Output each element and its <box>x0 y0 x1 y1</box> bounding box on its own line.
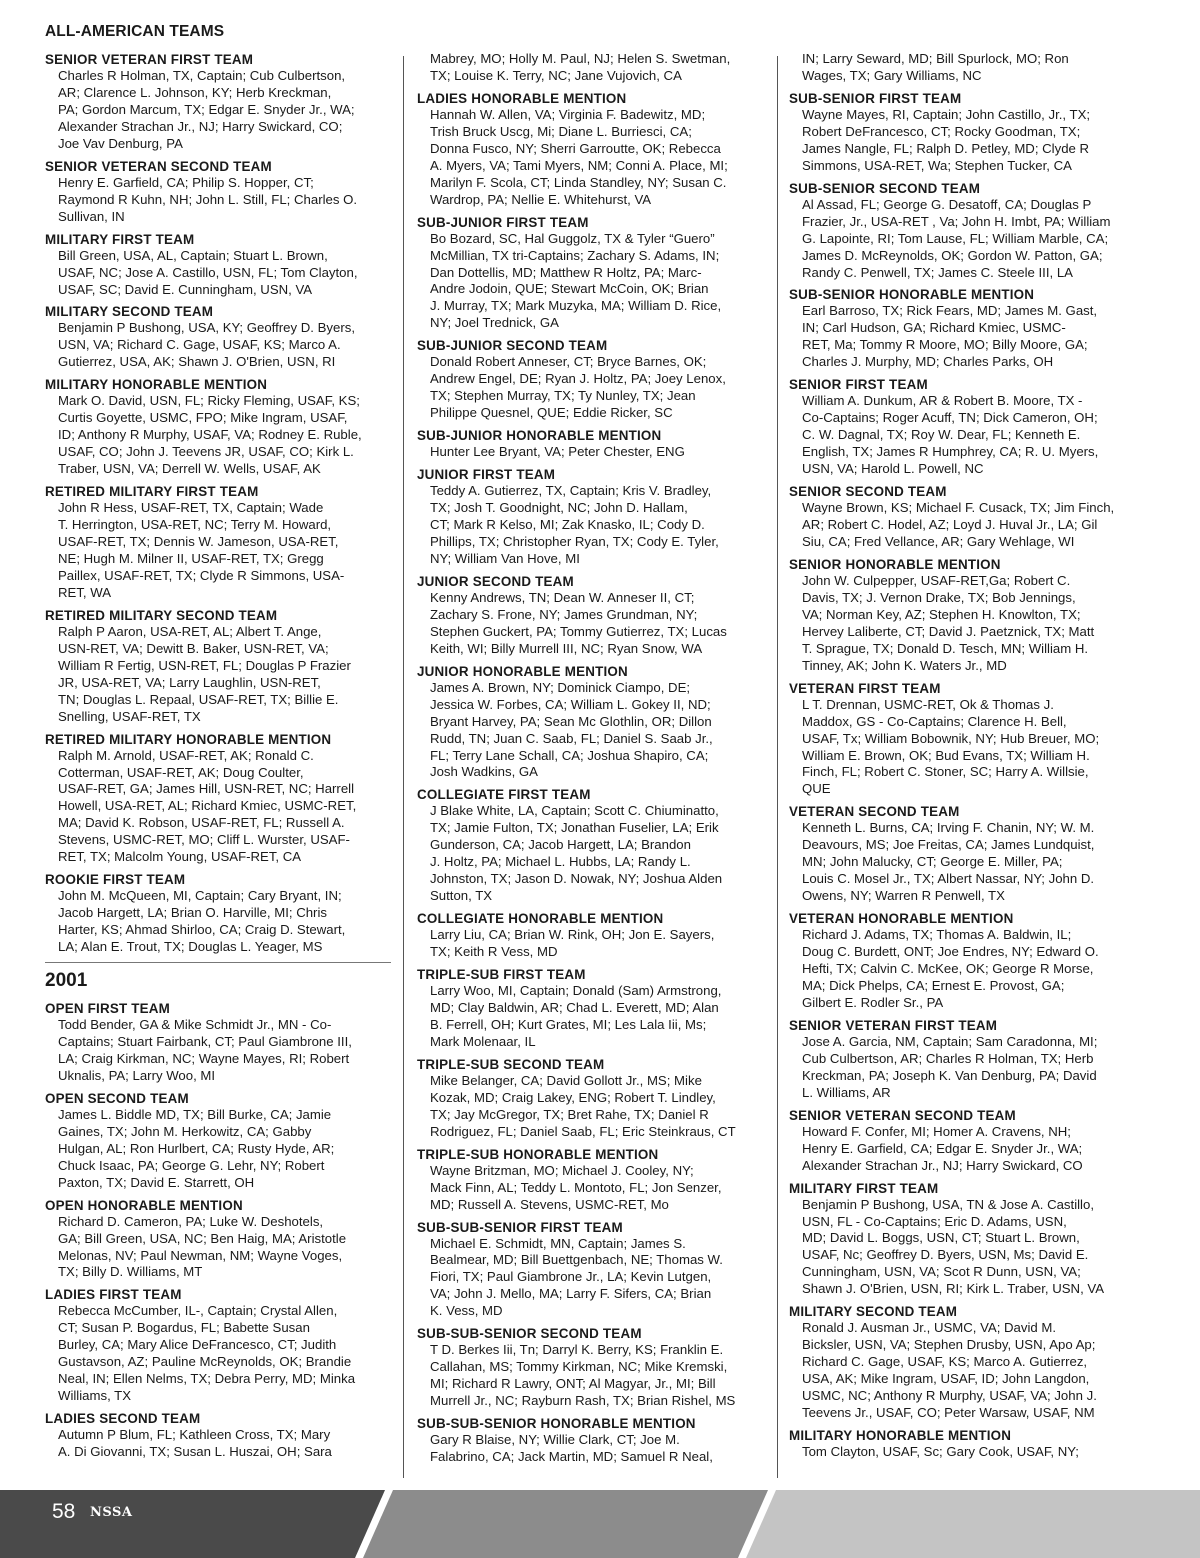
team-section <box>417 90 769 209</box>
team-section <box>789 51 1139 85</box>
team-section <box>45 376 391 478</box>
team-heading: COLLEGIATE HONORABLE MENTION <box>417 911 664 927</box>
team-members: IN; Larry Seward, MD; Bill Spurlock, MO; Ron Wages, TX; Gary Williams, NC <box>802 51 1069 83</box>
team-members: Howard F. Confer, MI; Homer A. Cravens, NH; Henry E. Garfield, CA; Edgar E. Snyder Jr., WA; Alexander Strachan Jr., NJ; Harry Swickard, CO <box>802 1123 1083 1173</box>
team-heading: OPEN HONORABLE MENTION <box>45 1197 243 1213</box>
team-members: James A. Brown, NY; Dominick Ciampo, DE; Jessica W. Forbes, CA; William L. Gokey II, ND; Bryant Harvey, PA; Sean Mc Glothlin, OR; Dillon Rudd, TN; Juan C. Saab, FL; Daniel S. Saab Jr., FL; Terry Lane Schall, CA; Joshua Shapiro, CA; Josh Wadkins, GA <box>430 679 713 780</box>
team-members: Ralph P Aaron, USA-RET, AL; Albert T. Ange, USN-RET, VA; Dewitt B. Baker, USN-RET, VA; William R Fertig, USN-RET, FL; Douglas P Frazier JR, USA-RET, VA; Larry Laughlin, USN-RET, TN; Douglas L. Repaal, USAF-RET, TX; Billie E. Snelling, USAF-RET, TX <box>58 623 351 724</box>
team-section <box>417 786 769 905</box>
team-section <box>789 1017 1139 1102</box>
team-section <box>789 1107 1139 1175</box>
team-members: Ronald J. Ausman Jr., USMC, VA; David M. Bicksler, USN, VA; Stephen Drusby, USN, Apo Ap; Richard C. Gage, USAF, KS; Marco A. Gutierrez, USA, AK; Mike Ingram, USAF, ID; John Langdon, USMC, NC; Anthony R Murphy, USAF, VA; John J. Teevens Jr., USAF, CO; Peter Warsaw, USAF, NM <box>802 1320 1097 1421</box>
team-members: Hunter Lee Bryant, VA; Peter Chester, ENG <box>430 444 685 460</box>
team-section <box>45 607 391 726</box>
team-members: Michael E. Schmidt, MN, Captain; James S. Bealmear, MD; Bill Buettgenbach, NE; Thomas W. Fiori, TX; Paul Giambrone Jr., LA; Kevin Lutgen, VA; John J. Mello, MA; Larry F. Sifers, CA; Brian K. Vess, MD <box>430 1235 723 1319</box>
team-heading: SUB-JUNIOR SECOND TEAM <box>417 338 608 354</box>
team-heading: MILITARY FIRST TEAM <box>789 1180 939 1196</box>
team-members: Todd Bender, GA & Mike Schmidt Jr., MN - Co- Captains; Stuart Fairbank, CT; Paul Giambrone III, LA; Craig Kirkman, NC; Wayne Mayes, RI; Robert Uknalis, PA; Larry Woo, MI <box>58 1017 352 1083</box>
team-section <box>789 1303 1139 1422</box>
team-section <box>417 1219 769 1321</box>
team-section <box>417 337 769 422</box>
team-section <box>417 966 769 1051</box>
team-members: Teddy A. Gutierrez, TX, Captain; Kris V. Bradley, TX; Josh T. Goodnight, NC; John D. Hallam, CT; Mark R Kelso, MI; Zak Knasko, IL; Cody D. Phillips, TX; Christopher Ryan, TX; Cody E. Tyler, NY; William Van Hove, MI <box>430 483 719 566</box>
team-members: Jose A. Garcia, NM, Captain; Sam Caradonna, MI; Cub Culbertson, AR; Charles R Holman, TX; Herb Kreckman, PA; Joseph K. Van Denburg, PA; David L. Williams, AR <box>802 1033 1098 1100</box>
team-heading: RETIRED MILITARY SECOND TEAM <box>45 607 278 623</box>
team-section <box>789 1180 1139 1299</box>
team-heading: SENIOR HONORABLE MENTION <box>789 556 1001 572</box>
team-section <box>45 1410 391 1461</box>
team-heading: SUB-SUB-SENIOR HONORABLE MENTION <box>417 1416 696 1432</box>
team-members: Hannah W. Allen, VA; Virginia F. Badewitz, MD; Trish Bruck Uscg, Mi; Diane L. Burriesci, CA; Donna Fusco, NY; Sherri Garroutte, OK; Rebecca A. Myers, VA; Tami Myers, NM; Conni A. Place, MI; Marilyn F. Scola, CT; Linda Standley, NY; Susan C. Wardrop, PA; Nellie E. Whitehurst, VA <box>430 106 728 207</box>
page-title: ALL-AMERICAN TEAMS <box>45 23 225 40</box>
team-heading: SENIOR SECOND TEAM <box>789 484 947 500</box>
team-section <box>45 158 391 226</box>
team-heading: VETERAN FIRST TEAM <box>789 680 941 696</box>
team-section <box>417 663 769 782</box>
footer-band-light <box>746 1490 1200 1558</box>
team-section <box>45 871 391 956</box>
team-heading: SUB-JUNIOR HONORABLE MENTION <box>417 428 662 444</box>
team-members: Ralph M. Arnold, USAF-RET, AK; Ronald C. Cotterman, USAF-RET, AK; Doug Coulter, USAF-RET, GA; James Hill, USN-RET, NC; Harrell Howell, USA-RET, AL; Richard Kmiec, USMC-RET, MA; David K. Robson, USAF-RET, FL; Russell A. Stevens, USMC-RET, MO; Cliff L. Wurster, USAF- RET, TX; Malcolm Young, USAF-RET, CA <box>58 747 357 865</box>
team-section <box>789 286 1139 371</box>
team-heading: JUNIOR SECOND TEAM <box>417 573 574 589</box>
column-divider <box>403 56 404 1478</box>
team-members: Richard D. Cameron, PA; Luke W. Deshotels, GA; Bill Green, USA, NC; Ben Haig, MA; Aristotle Melonas, NV; Paul Newman, NM; Wayne Voges, TX; Billy D. Williams, MT <box>58 1213 347 1280</box>
team-members: Mark O. David, USN, FL; Ricky Fleming, USAF, KS; Curtis Goyette, USMC, FPO; Mike Ingram, USAF, ID; Anthony R Murphy, USAF, VA; Rodney E. Ruble, USAF, CO; John J. Teevens JR, USAF, CO; Kirk L. Traber, USN, VA; Derrell W. Wells, USAF, AK <box>58 393 362 477</box>
team-members: Benjamin P Bushong, USA, KY; Geoffrey D. Byers, USN, VA; Richard C. Gage, USAF, KS; Marco A. Gutierrez, USA, AK; Shawn J. O'Brien, USN, RI <box>58 320 355 370</box>
team-members: Larry Liu, CA; Brian W. Rink, OH; Jon E. Sayers, TX; Keith R Vess, MD <box>430 927 715 960</box>
team-section <box>789 803 1139 905</box>
team-members: Gary R Blaise, NY; Willie Clark, CT; Joe M. Falabrino, CA; Jack Martin, MD; Samuel R Neal, <box>430 1432 713 1465</box>
column-2 <box>417 51 769 1471</box>
team-section <box>417 466 769 568</box>
team-heading: OPEN SECOND TEAM <box>45 1090 189 1106</box>
team-section <box>45 1197 391 1282</box>
team-section <box>789 483 1139 551</box>
team-heading: COLLEGIATE FIRST TEAM <box>417 787 591 803</box>
year-divider <box>45 962 391 994</box>
team-heading: VETERAN SECOND TEAM <box>789 804 960 820</box>
team-members: Mike Belanger, CA; David Gollott Jr., MS; Mike Kozak, MD; Craig Lakey, ENG; Robert T. Lindley, TX; Jay McGregor, TX; Bret Rahe, TX; Daniel R Rodriguez, FL; Daniel Saab, FL; Eric Steinkraus, CT <box>430 1072 736 1139</box>
year-heading: 2001 <box>45 970 88 992</box>
team-members: Earl Barroso, TX; Rick Fears, MD; James M. Gast, IN; Carl Hudson, GA; Richard Kmiec, USMC- RET, Ma; Tommy R Moore, MO; Billy Moore, GA; Charles J. Murphy, MD; Charles Parks, OH <box>802 303 1098 370</box>
team-members: Benjamin P Bushong, USA, TN & Jose A. Castillo, USN, FL - Co-Captains; Eric D. Adams, USN, MD; David L. Boggs, USN, CT; Stuart L. Brown, USAF, Nc; Geoffrey D. Byers, USN, Ms; David E. Cunningham, USN, VA; Scot R Dunn, USN, VA; Shawn J. O'Brien, USN, RI; Kirk L. Traber, USN, VA <box>802 1196 1105 1297</box>
team-heading: SENIOR VETERAN SECOND TEAM <box>789 1107 1016 1123</box>
team-members: John R Hess, USAF-RET, TX, Captain; Wade T. Herrington, USA-RET, NC; Terry M. Howard, USAF-RET, TX; Dennis W. Jameson, USA-RET, NE; Hugh M. Milner II, USAF-RET, TX; Gregg Paillex, USAF-RET, TX; Clyde R Simmons, USA- RET, WA <box>58 500 345 600</box>
team-section <box>417 573 769 658</box>
team-heading: ROOKIE FIRST TEAM <box>45 872 186 888</box>
team-heading: TRIPLE-SUB SECOND TEAM <box>417 1056 605 1072</box>
team-heading: RETIRED MILITARY HONORABLE MENTION <box>45 731 332 747</box>
team-heading: JUNIOR FIRST TEAM <box>417 467 556 483</box>
team-heading: MILITARY SECOND TEAM <box>789 1304 958 1320</box>
team-section <box>417 1056 769 1141</box>
team-heading: SUB-JUNIOR FIRST TEAM <box>417 214 589 230</box>
nssa-logo: NSSA <box>90 1505 133 1520</box>
team-heading: SENIOR FIRST TEAM <box>789 377 928 393</box>
team-members: Bo Bozard, SC, Hal Guggolz, TX & Tyler “Guero” McMillian, TX tri-Captains; Zachary S. Adams, IN; Dan Dottellis, MD; Matthew R Holtz, PA; Marc- Andre Jodoin, QUE; Stewart McCoin, OK; Brian J. Murray, TX; Mark Muzyka, MA; William D. Rice, NY; Joel Trednick, GA <box>430 230 722 331</box>
team-members: Kenny Andrews, TN; Dean W. Anneser II, CT; Zachary S. Frone, NY; James Grundman, NY; Stephen Guckert, PA; Tommy Gutierrez, TX; Lucas Keith, WI; Billy Murrell III, NC; Ryan Snow, WA <box>430 589 727 656</box>
team-section <box>417 1415 769 1466</box>
column-1 <box>45 51 391 1466</box>
footer-band-mid <box>363 1490 768 1558</box>
footer-band <box>0 1490 1200 1558</box>
team-heading: LADIES SECOND TEAM <box>45 1411 201 1427</box>
team-section <box>789 180 1139 282</box>
team-section <box>789 910 1139 1012</box>
team-members: Bill Green, USA, AL, Captain; Stuart L. Brown, USAF, NC; Jose A. Castillo, USN, FL; Tom Clayton, USAF, SC; David E. Cunningham, USN, VA <box>58 247 358 297</box>
team-section <box>789 680 1139 799</box>
team-members: Henry E. Garfield, CA; Philip S. Hopper, CT; Raymond R Kuhn, NH; John L. Still, FL; Charles O. Sullivan, IN <box>58 174 358 224</box>
team-heading: TRIPLE-SUB FIRST TEAM <box>417 967 586 983</box>
team-section <box>417 1146 769 1214</box>
team-heading: SUB-SUB-SENIOR FIRST TEAM <box>417 1219 623 1235</box>
team-members: Autumn P Blum, FL; Kathleen Cross, TX; Mary A. Di Giovanni, TX; Susan L. Huszai, OH; Sara <box>58 1427 332 1460</box>
team-section <box>417 214 769 333</box>
team-section <box>45 51 391 153</box>
team-section <box>417 1325 769 1410</box>
team-section <box>417 910 769 961</box>
team-members: L T. Drennan, USMC-RET, Ok & Thomas J. Maddox, GS - Co-Captains; Clarence H. Bell, USAF, Tx; William Bobownik, NY; Hub Breuer, MO; William E. Brown, OK; Bud Evans, TX; William H. Finch, FL; Robert C. Stoner, SC; Harry A. Willsie, QUE <box>802 696 1100 797</box>
team-heading: SENIOR VETERAN FIRST TEAM <box>789 1017 998 1033</box>
team-members: Richard J. Adams, TX; Thomas A. Baldwin, IL; Doug C. Burdett, ONT; Joe Endres, NY; Edward O. Hefti, TX; Calvin C. McKee, OK; George R Morse, MA; Dick Phelps, CA; Ernest E. Provost, GA; Gilbert E. Rodler Sr., PA <box>802 927 1099 1010</box>
team-heading: MILITARY HONORABLE MENTION <box>45 377 268 393</box>
team-section <box>45 1286 391 1405</box>
team-section <box>45 1090 391 1192</box>
team-section <box>45 731 391 867</box>
team-section <box>45 483 391 602</box>
team-section <box>417 427 769 461</box>
team-members: Al Assad, FL; George G. Desatoff, CA; Douglas P Frazier, Jr., USA-RET , Va; John H. Imbt, PA; William G. Lapointe, RI; Tom Lause, FL; William Marble, CA; James D. McReynolds, OK; Gordon W. Patton, GA; Randy C. Penwell, TX; James C. Steele III, LA <box>802 196 1111 280</box>
team-heading: SUB-SUB-SENIOR SECOND TEAM <box>417 1326 642 1342</box>
team-heading: SENIOR VETERAN SECOND TEAM <box>45 158 272 174</box>
team-members: Larry Woo, MI, Captain; Donald (Sam) Armstrong, MD; Clay Baldwin, AR; Chad L. Everett, MD; Alan B. Ferrell, OH; Kurt Grates, MI; Les Lala Iii, Ms; Mark Molenaar, IL <box>430 983 722 1049</box>
team-heading: TRIPLE-SUB HONORABLE MENTION <box>417 1146 659 1162</box>
team-heading: OPEN FIRST TEAM <box>45 1001 171 1017</box>
page-number: 58 <box>52 1500 76 1523</box>
team-section <box>45 303 391 371</box>
team-heading: LADIES FIRST TEAM <box>45 1287 182 1303</box>
team-section <box>45 1000 391 1085</box>
team-members: John W. Culpepper, USAF-RET,Ga; Robert C. Davis, TX; J. Vernon Drake, TX; Bob Jennings, VA; Norman Key, AZ; Stephen H. Knowlton, TX; Hervey Laliberte, CT; David J. Paetznick, TX; Matt T. Sprague, TX; Donald D. Tesch, MN; William H. Tinney, AK; John K. Waters Jr., MD <box>802 572 1095 673</box>
team-members: Wayne Brown, KS; Michael F. Cusack, TX; Jim Finch, AR; Robert C. Hodel, AZ; Loyd J. Huval Jr., LA; Gil Siu, CA; Fred Vellance, AR; Gary Wehlage, WI <box>802 500 1115 549</box>
team-members: Mabrey, MO; Holly M. Paul, NJ; Helen S. Swetman, TX; Louise K. Terry, NC; Jane Vujovich, CA <box>430 51 731 83</box>
team-members: Wayne Mayes, RI, Captain; John Castillo, Jr., TX; Robert DeFrancesco, CT; Rocky Goodman, TX; James Nangle, FL; Ralph D. Petley, MD; Clyde R Simmons, USA-RET, Wa; Stephen Tucker, CA <box>802 106 1091 173</box>
team-section <box>789 376 1139 478</box>
team-members: John M. McQueen, MI, Captain; Cary Bryant, IN; Jacob Hargett, LA; Brian O. Harville, MI; Chris Harter, KS; Ahmad Shirloo, CA; Craig D. Stewart, LA; Alan E. Trout, TX; Douglas L. Yeager, MS <box>58 888 346 955</box>
team-heading: MILITARY SECOND TEAM <box>45 304 214 320</box>
team-heading: SUB-SENIOR FIRST TEAM <box>789 90 962 106</box>
team-members: Donald Robert Anneser, CT; Bryce Barnes, OK; Andrew Engel, DE; Ryan J. Holtz, PA; Joey Lenox, TX; Stephen Murray, TX; Ty Nunley, TX; Jean Philippe Quesnel, QUE; Eddie Ricker, SC <box>430 354 726 421</box>
team-heading: SUB-SENIOR HONORABLE MENTION <box>789 287 1035 303</box>
team-members: Charles R Holman, TX, Captain; Cub Culbertson, AR; Clarence L. Johnson, KY; Herb Kreckman, PA; Gordon Marcum, TX; Edgar E. Snyder Jr., WA; Alexander Strachan Jr., NJ; Harry Swickard, CO; Joe Vav Denburg, PA <box>58 68 355 151</box>
team-section <box>789 90 1139 175</box>
team-section <box>789 556 1139 675</box>
team-heading: RETIRED MILITARY FIRST TEAM <box>45 484 259 500</box>
column-divider <box>777 56 778 1478</box>
team-members: Tom Clayton, USAF, Sc; Gary Cook, USAF, NY; <box>802 1444 1079 1459</box>
team-heading: LADIES HONORABLE MENTION <box>417 90 627 106</box>
team-members: Rebecca McCumber, IL-, Captain; Crystal Allen, CT; Susan P. Bogardus, FL; Babette Susan Burley, CA; Mary Alice DeFrancesco, CT; Judith Gustavson, AZ; Pauline McReynolds, OK; Brandie Neal, IN; Ellen Nelms, TX; Debra Perry, MD; Minka Williams, TX <box>58 1303 356 1404</box>
team-members: J Blake White, LA, Captain; Scott C. Chiuminatto, TX; Jamie Fulton, TX; Jonathan Fuselier, LA; Erik Gunderson, CA; Jacob Hargett, LA; Brandon J. Holtz, PA; Michael L. Hubbs, LA; Randy L. Johnston, TX; Jason D. Nowak, NY; Joshua Alden Sutton, TX <box>430 803 723 904</box>
team-members: Kenneth L. Burns, CA; Irving F. Chanin, NY; W. M. Deavours, MS; Joe Freitas, CA; James Lundquist, MN; John Malucky, CT; George E. Miller, PA; Louis C. Mosel Jr., TX; Albert Nassar, NY; John D. Owens, NY; Warren R Penwell, TX <box>802 820 1095 904</box>
team-heading: SUB-SENIOR SECOND TEAM <box>789 180 981 196</box>
team-heading: MILITARY HONORABLE MENTION <box>789 1428 1012 1443</box>
team-heading: SENIOR VETERAN FIRST TEAM <box>45 52 254 67</box>
team-section <box>789 1427 1139 1461</box>
team-section <box>45 231 391 299</box>
team-members: William A. Dunkum, AR & Robert B. Moore, TX - Co-Captains; Roger Acuff, TN; Dick Cameron, OH; C. W. Dagnal, TX; Roy W. Dear, FL; Kenneth E. English, TX; James R Humphrey, CA; R. U. Myers, USN, VA; Harold L. Powell, NC <box>802 393 1099 477</box>
team-heading: MILITARY FIRST TEAM <box>45 231 195 247</box>
column-3 <box>789 51 1139 1466</box>
team-members: T D. Berkes Iii, Tn; Darryl K. Berry, KS; Franklin E. Callahan, MS; Tommy Kirkman, NC; Mike Kremski, MI; Richard R Lawry, ONT; Al Magyar, Jr., MI; Bill Murrell Jr., NC; Rayburn Rash, TX; Brian Rishel, MS <box>430 1342 736 1409</box>
team-section <box>417 51 769 85</box>
team-heading: VETERAN HONORABLE MENTION <box>789 911 1014 927</box>
team-members: Wayne Britzman, MO; Michael J. Cooley, NY; Mack Finn, AL; Teddy L. Montoto, FL; Jon Senzer, MD; Russell A. Stevens, USMC-RET, Mo <box>430 1162 722 1212</box>
team-members: James L. Biddle MD, TX; Bill Burke, CA; Jamie Gaines, TX; John M. Herkowitz, CA; Gabby Hulgan, AL; Ron Hurlbert, CA; Rusty Hyde, AR; Chuck Isaac, PA; George G. Lehr, NY; Robert Paxton, TX; David E. Starrett, OH <box>58 1106 335 1190</box>
team-heading: JUNIOR HONORABLE MENTION <box>417 663 628 679</box>
